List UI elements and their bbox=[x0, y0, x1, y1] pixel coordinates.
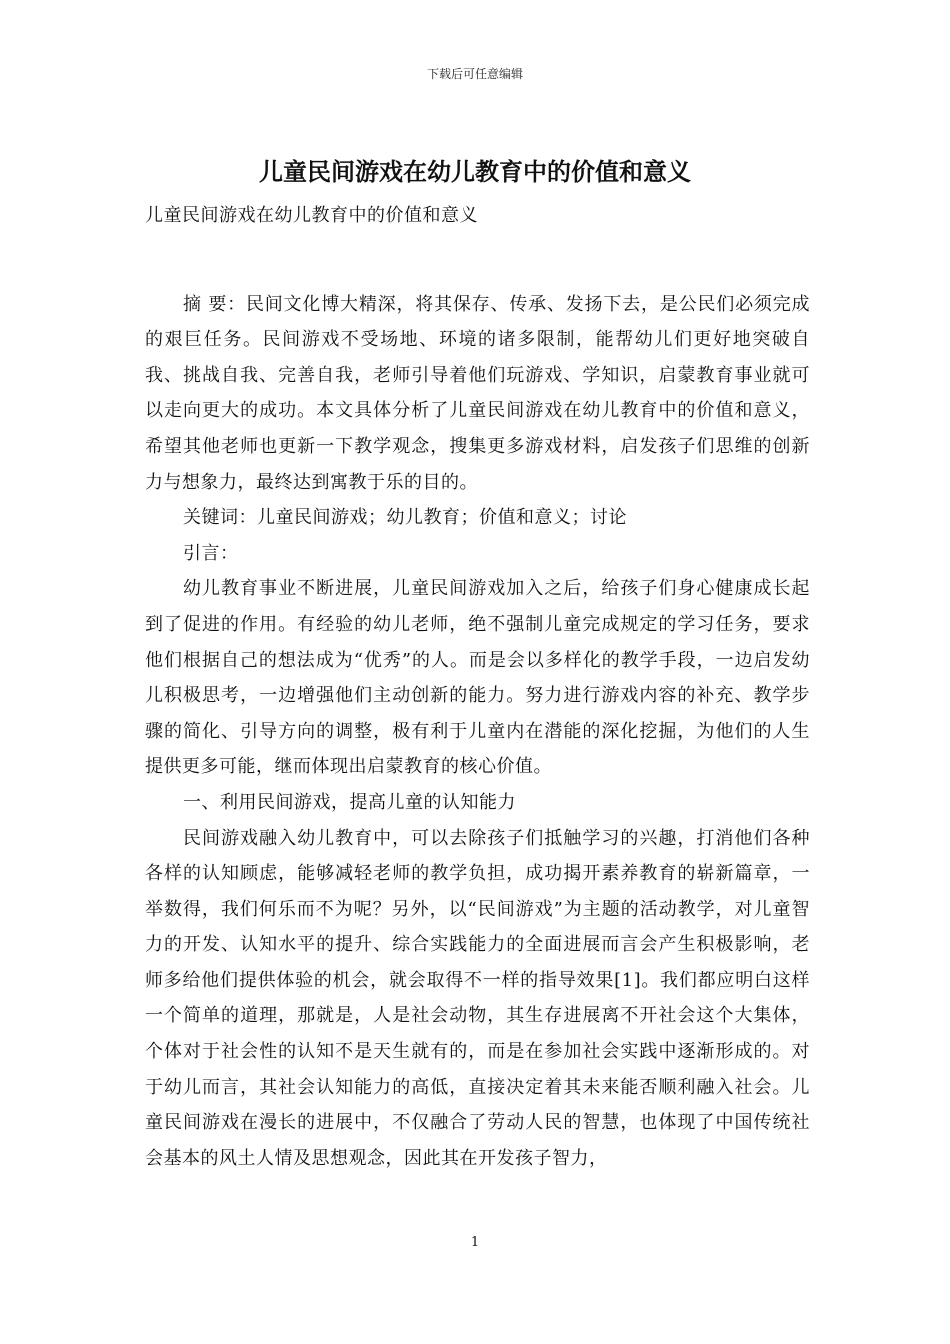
document-subtitle: 儿童民间游戏在幼儿教育中的价值和意义 bbox=[145, 205, 478, 226]
abstract-paragraph: 摘 要：民间文化博大精深，将其保存、传承、发扬下去，是公民们必须完成的艰巨任务。民间游戏不受场地、环境的诸多限制，能帮幼儿们更好地突破自我、挑战自我、完善自我，老师引导着他们玩游戏、学知识，启蒙教育事业就可以走向更大的成功。本文具体分析了儿童民间游戏在幼儿教育中的价值和意义，希望其他老师也更新一下教学观念，搜集更多游戏材料，启发孩子们思维的创新力与想象力，最终达到寓教于乐的目的。 bbox=[145, 293, 810, 493]
keywords-line: 关键词：儿童民间游戏；幼儿教育；价值和意义；讨论 bbox=[183, 507, 627, 529]
intro-paragraph: 幼儿教育事业不断进展，儿童民间游戏加入之后，给孩子们身心健康成长起到了促进的作用。有经验的幼儿老师，绝不强制儿童完成规定的学习任务，要求他们根据自己的想法成为“优秀”的人。而是会以多样化的教学手段，一边启发幼儿积极思考，一边增强他们主动创新的能力。努力进行游戏内容的补充、教学步骤的简化、引导方向的调整，极有利于儿童内在潜能的深化挖掘，为他们的人生提供更多可能，继而体现出启蒙教育的核心价值。 bbox=[145, 578, 810, 778]
document-title: 儿童民间游戏在幼儿教育中的价值和意义 bbox=[259, 157, 691, 186]
intro-heading: 引言： bbox=[183, 542, 239, 564]
section-1-heading: 一、利用民间游戏，提高儿童的认知能力 bbox=[183, 791, 516, 813]
document-body bbox=[145, 198, 810, 1176]
section-1-paragraph: 民间游戏融入幼儿教育中，可以去除孩子们抵触学习的兴趣，打消他们各种各样的认知顾虑，能够减轻老师的教学负担，成功揭开素养教育的崭新篇章，一举数得，我们何乐而不为呢？另外，以“民间游戏”为主题的活动教学，对儿童智力的开发、认知水平的提升、综合实践能力的全面进展而言会产生积极影响，老师多给他们提供体验的机会，就会取得不一样的指导效果[1]。我们都应明白这样一个简单的道理，那就是，人是社会动物，其生存进展离不开社会这个大集体，个体对于社会性的认知不是天生就有的，而是在参加社会实践中逐渐形成的。对于幼儿而言，其社会认知能力的高低，直接决定着其未来能否顺利融入社会。儿童民间游戏在漫长的进展中，不仅融合了劳动人民的智慧，也体现了中国传统社会基本的风土人情及思想观念，因此其在开发孩子智力， bbox=[145, 827, 810, 1169]
page-number: 1 bbox=[470, 1235, 480, 1250]
page-header-note: 下载后可任意编辑 bbox=[426, 67, 523, 81]
